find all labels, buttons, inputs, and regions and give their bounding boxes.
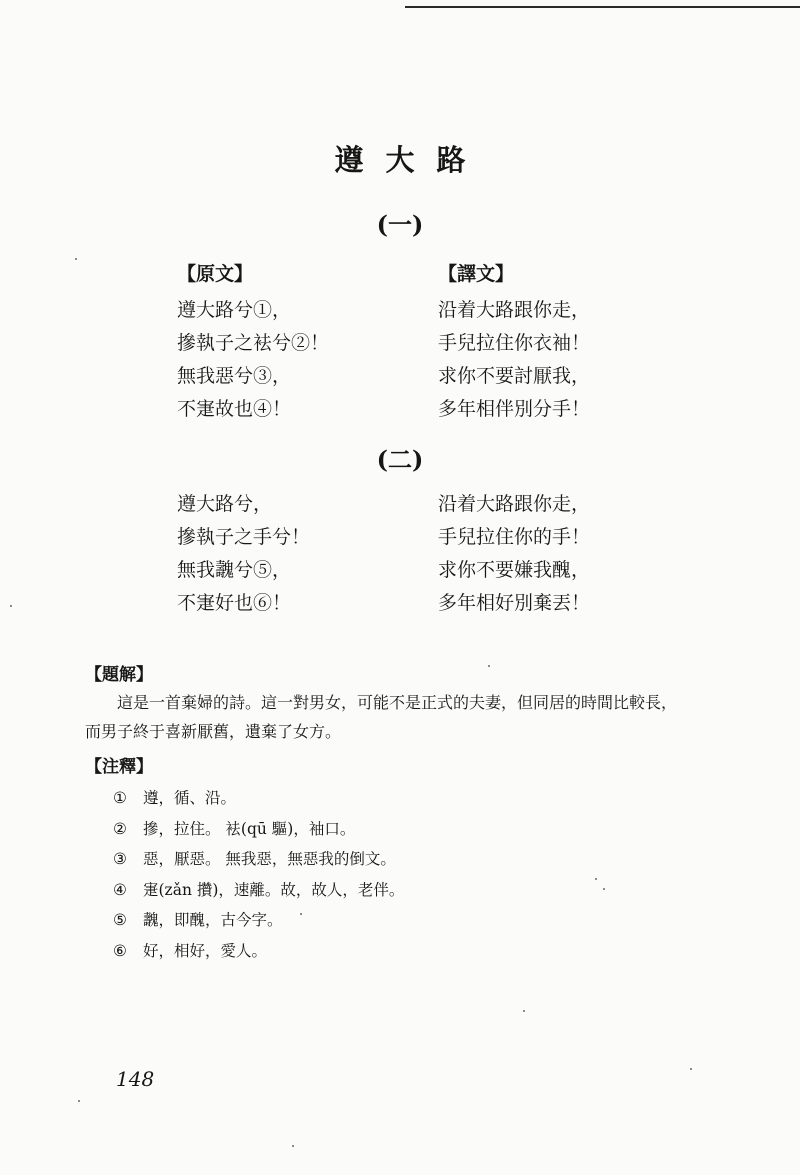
original-header: 【原文】 bbox=[177, 263, 254, 285]
scan-speck bbox=[75, 258, 77, 260]
original-line: 遵大路兮①， bbox=[177, 299, 292, 321]
original-line: 摻執子之手兮！ bbox=[177, 526, 311, 548]
original-line: 無我魗兮⑤， bbox=[177, 559, 292, 581]
page-number: 148 bbox=[116, 1067, 155, 1091]
translation-line: 手兒拉住你的手！ bbox=[438, 526, 591, 548]
note-text: 摻，拉住。 袪(qū 驅)，袖口。 bbox=[143, 819, 356, 838]
notes-list bbox=[113, 783, 404, 966]
note-item bbox=[113, 905, 404, 936]
top-rule bbox=[405, 6, 800, 8]
translation-line: 多年相伴別分手！ bbox=[438, 398, 591, 420]
translation-header: 【譯文】 bbox=[438, 263, 515, 285]
translation-column-2 bbox=[438, 488, 590, 620]
section-heading-2: (二) bbox=[376, 445, 424, 474]
scan-speck bbox=[690, 1068, 692, 1070]
original-line: 不寁故也④！ bbox=[177, 398, 292, 420]
scan-speck bbox=[292, 1145, 294, 1147]
translation-line: 求你不要嫌我醜， bbox=[438, 559, 591, 581]
note-number: ① bbox=[113, 789, 127, 807]
original-line: 遵大路兮， bbox=[177, 493, 273, 515]
note-item bbox=[113, 783, 404, 814]
scan-speck bbox=[488, 665, 490, 667]
note-text: 好，相好，愛人。 bbox=[143, 941, 268, 960]
translation-line: 沿着大路跟你走， bbox=[438, 299, 591, 321]
note-number: ② bbox=[113, 819, 127, 838]
explanation-text: 這是一首棄婦的詩。這一對男女，可能不是正式的夫妻，但同居的時間比較長，而男子終于喜新厭舊，遺棄了女方。 bbox=[85, 693, 678, 741]
original-column-1 bbox=[177, 260, 329, 426]
poem-title: 遵大路 bbox=[334, 143, 488, 177]
explanation-header: 【題解】 bbox=[85, 665, 153, 685]
scan-speck bbox=[603, 888, 605, 890]
note-text: 遵，循、沿。 bbox=[143, 789, 237, 807]
translation-line: 手兒拉住你衣袖！ bbox=[438, 332, 591, 354]
note-text: 魗，即醜，古今字。 bbox=[143, 911, 283, 929]
translation-line: 求你不要討厭我， bbox=[438, 365, 591, 387]
scan-speck bbox=[300, 913, 302, 915]
scan-speck bbox=[595, 878, 597, 880]
translation-line: 多年相好別棄丟！ bbox=[438, 592, 591, 614]
note-number: ⑤ bbox=[113, 911, 127, 929]
scan-speck bbox=[78, 1100, 80, 1102]
note-item bbox=[113, 844, 404, 875]
translation-line: 沿着大路跟你走， bbox=[438, 493, 591, 515]
note-text: 惡，厭惡。 無我惡，無惡我的倒文。 bbox=[143, 850, 396, 868]
original-line: 無我惡兮③， bbox=[177, 365, 292, 387]
scan-speck bbox=[10, 605, 12, 607]
section-heading-1: (一) bbox=[376, 210, 424, 239]
scan-speck bbox=[523, 1010, 525, 1012]
note-number: ③ bbox=[113, 850, 127, 868]
note-item bbox=[113, 875, 404, 906]
note-text: 寁(zǎn 攢)，速離。故，故人，老伴。 bbox=[143, 880, 405, 899]
note-number: ④ bbox=[113, 880, 127, 899]
explanation-paragraph bbox=[85, 688, 685, 746]
note-item bbox=[113, 936, 404, 967]
notes-header: 【注釋】 bbox=[85, 757, 153, 777]
original-line: 不寁好也⑥！ bbox=[177, 592, 292, 614]
note-number: ⑥ bbox=[113, 941, 127, 960]
note-item bbox=[113, 814, 404, 845]
original-column-2 bbox=[177, 488, 310, 620]
original-line: 摻執子之袪兮②！ bbox=[177, 332, 330, 354]
translation-column-1 bbox=[438, 260, 590, 426]
